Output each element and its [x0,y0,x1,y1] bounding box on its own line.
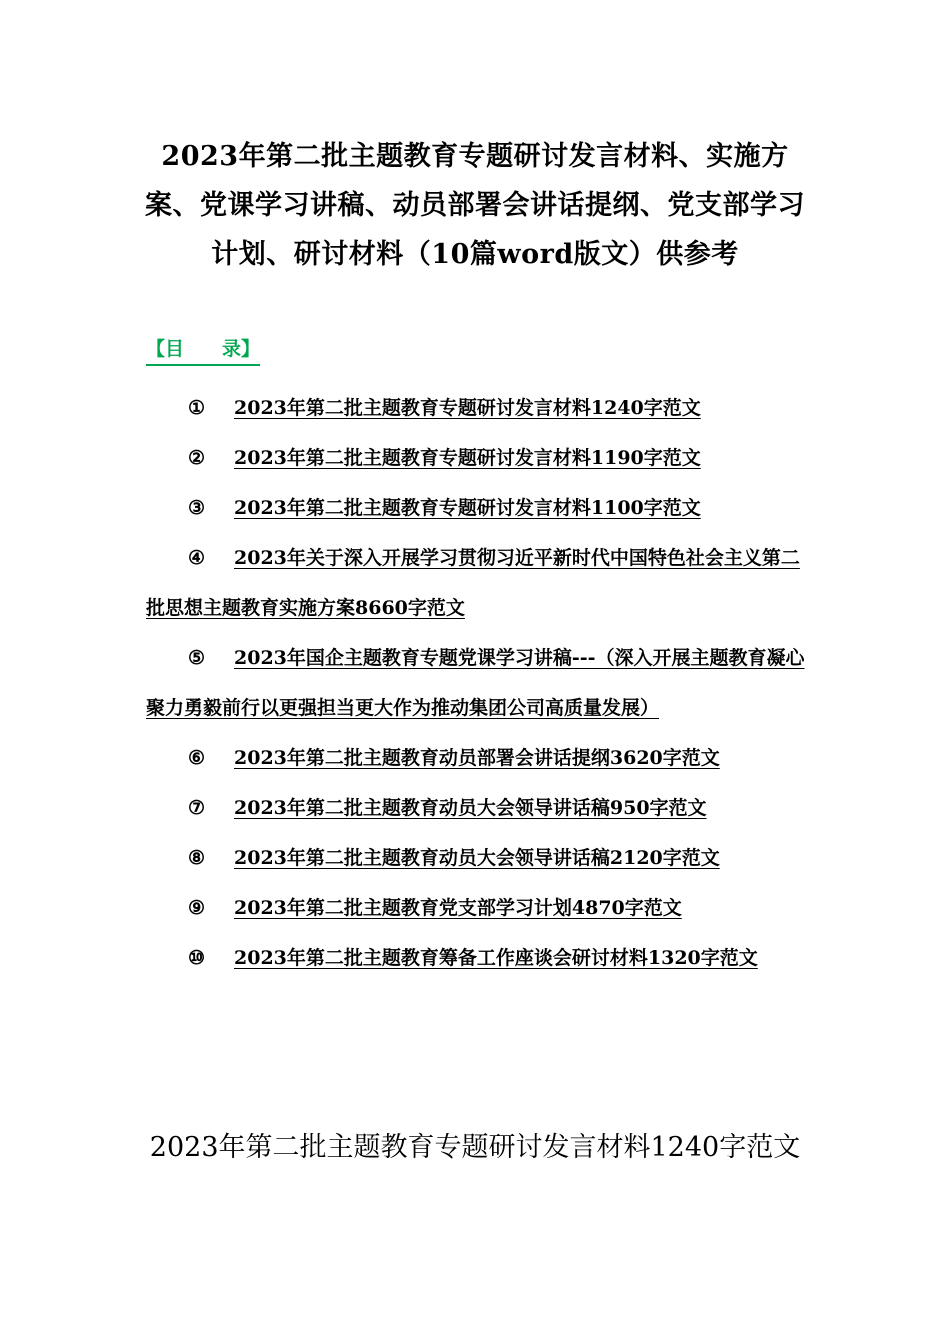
toc-heading: 【目 录】 [146,334,260,366]
toc-item-10 [146,933,806,983]
toc-item-4 [146,533,806,633]
toc-item-number: ② [188,447,206,469]
toc-item-7 [146,783,806,833]
toc-link-6[interactable]: 2023年第二批主题教育动员部署会讲话提纲3620字范文 [234,747,720,769]
toc-item-2 [146,433,806,483]
table-of-contents [146,383,806,983]
toc-item-3 [146,483,806,533]
toc-item-8 [146,833,806,883]
toc-item-5 [146,633,806,733]
toc-item-number: ⑦ [188,797,206,819]
toc-item-number: ⑨ [188,897,206,919]
toc-link-4[interactable]: 2023年关于深入开展学习贯彻习近平新时代中国特色社会主义第二批思想主题教育实施方案8660字范文 [146,547,800,619]
toc-item-number: ③ [188,497,206,519]
toc-item-6 [146,733,806,783]
toc-link-10[interactable]: 2023年第二批主题教育筹备工作座谈会研讨材料1320字范文 [234,947,758,969]
toc-item-number: ⑩ [188,947,206,969]
toc-item-9 [146,883,806,933]
toc-item-number: ④ [188,547,206,569]
toc-link-7[interactable]: 2023年第二批主题教育动员大会领导讲话稿950字范文 [234,797,707,819]
toc-link-9[interactable]: 2023年第二批主题教育党支部学习计划4870字范文 [234,897,682,919]
toc-link-2[interactable]: 2023年第二批主题教育专题研讨发言材料1190字范文 [234,447,701,469]
section-title: 2023年第二批主题教育专题研讨发言材料1240字范文 [149,1132,801,1163]
toc-item-number: ⑤ [188,647,206,669]
toc-item-number: ⑥ [188,747,206,769]
toc-item-number: ① [188,397,206,419]
toc-link-3[interactable]: 2023年第二批主题教育专题研讨发言材料1100字范文 [234,497,701,519]
document-title: 2023年第二批主题教育专题研讨发言材料、实施方案、党课学习讲稿、动员部署会讲话提纲、党支部学习计划、研讨材料（10篇word版文）供参考 [145,141,805,270]
toc-item-number: ⑧ [188,847,206,869]
toc-item-1 [146,383,806,433]
toc-link-5[interactable]: 2023年国企主题教育专题党课学习讲稿---（深入开展主题教育凝心聚力勇毅前行以更强担当更大作为推动集团公司高质量发展） [146,647,805,719]
toc-link-8[interactable]: 2023年第二批主题教育动员大会领导讲话稿2120字范文 [234,847,720,869]
toc-link-1[interactable]: 2023年第二批主题教育专题研讨发言材料1240字范文 [234,397,701,419]
